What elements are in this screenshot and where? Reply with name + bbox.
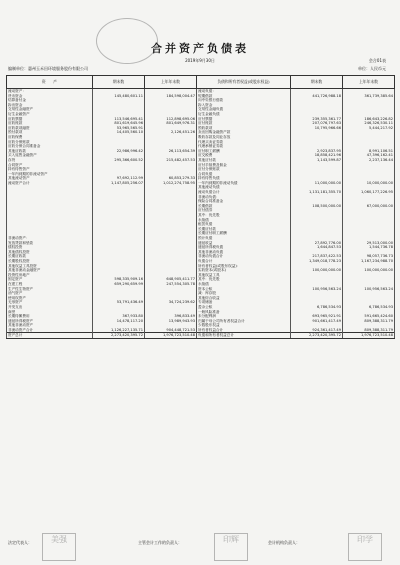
liability-name: 其中：优先股 — [197, 277, 291, 282]
total-asset-period-end: 2,273,420,395.72 — [93, 333, 145, 339]
asset-name: 应收款项融资 — [7, 126, 93, 131]
total-liability-period-end: 2,273,420,395.72 — [291, 333, 343, 339]
liability-name: 递延所得税负债 — [197, 245, 291, 250]
liability-name: 合同负债 — [197, 172, 291, 177]
liability-period-end: 207,076,797.63 — [291, 121, 343, 126]
asset-name: 发放贷款和垫款 — [7, 241, 93, 246]
asset-name: 应收分保合同准备金 — [7, 144, 93, 149]
asset-name: 无形资产 — [7, 300, 93, 305]
liability-name: 专项储备 — [197, 300, 291, 305]
liability-name: 长期借款 — [197, 204, 291, 209]
liability-period-end: 693,965,921.91 — [291, 314, 343, 319]
liability-name: 其他权益工具 — [197, 273, 291, 278]
asset-period-end: 22,986,996.42 — [93, 149, 145, 154]
asset-name: 结算备付金 — [7, 98, 93, 103]
liability-name: 应付职工薪酬 — [197, 149, 291, 154]
asset-prior-year: 112,898,695.06 — [145, 117, 197, 122]
liability-prior-year: 8,991,106.51 — [343, 149, 395, 154]
signature-seal-3: 印学 — [348, 533, 382, 561]
liability-period-end: 1,644,847.53 — [291, 245, 343, 250]
asset-name: 流动资产合计 — [7, 181, 93, 186]
balance-sheet-table — [6, 75, 395, 339]
liability-name: 少数股东权益 — [197, 323, 291, 328]
liability-name: 应付票据 — [197, 117, 291, 122]
liability-name: 所有者权益(或股东权益)： — [197, 264, 291, 269]
liability-period-end: 100,956,563.24 — [291, 287, 343, 292]
total-asset-name: 资产总计 — [7, 333, 93, 339]
asset-name: 其他非流动金融资产 — [7, 268, 93, 273]
liability-period-end: 924,361,417.49 — [291, 328, 343, 333]
liability-name: 应付账款 — [197, 121, 291, 126]
liability-name: 永续债 — [197, 282, 291, 287]
liability-prior-year: 100,000,000.00 — [343, 268, 395, 273]
liability-period-end: 1,143,599.87 — [291, 158, 343, 163]
asset-name: 货币资金 — [7, 94, 93, 99]
asset-name: 长期股权投资 — [7, 259, 93, 264]
liability-prior-year: 1,060,177,226.95 — [343, 190, 395, 195]
asset-name: 投资性房地产 — [7, 273, 93, 278]
asset-name: 预付款项 — [7, 130, 93, 135]
liability-prior-year: 29,513,000.00 — [343, 241, 395, 246]
liability-name: 永续债 — [197, 218, 291, 223]
asset-prior-year: 215,482,457.53 — [145, 158, 197, 163]
liability-prior-year: 361,739,385.64 — [343, 94, 395, 99]
asset-period-end: 659,290,659.99 — [93, 282, 145, 287]
company-name: 编制单位：惠州玉禾田环境服务股份有限公司 — [8, 66, 88, 71]
asset-period-end: 97,692,112.99 — [93, 176, 145, 181]
liability-name: 盈余公积 — [197, 305, 291, 310]
asset-prior-year: 904,448,721.53 — [145, 328, 197, 333]
header-liabilities: 负债和所有者权益(或股东权益) — [197, 76, 291, 89]
liability-name: 递延收益 — [197, 241, 291, 246]
liability-name: 拆入资金 — [197, 103, 291, 108]
liability-prior-year: 1,544,736.78 — [343, 245, 395, 250]
liability-name: 代理买卖证券款 — [197, 140, 291, 145]
asset-name: 交易性金融资产 — [7, 107, 93, 112]
asset-name: 拆出资金 — [7, 103, 93, 108]
asset-name: 长期应收款 — [7, 254, 93, 259]
asset-name: 递延所得税资产 — [7, 319, 93, 324]
asset-name: 买入返售金融资产 — [7, 153, 93, 158]
liability-name: 一般风险准备 — [197, 310, 291, 315]
asset-name: 油气资产 — [7, 291, 93, 296]
asset-name: 固定资产 — [7, 277, 93, 282]
liability-name: 未分配利润 — [197, 314, 291, 319]
report-date: 2019年9月30日 — [185, 58, 215, 63]
liability-period-end: 10,795,966.66 — [291, 126, 343, 131]
asset-name: 其他权益工具投资 — [7, 264, 93, 269]
liability-name: 一年内到期的非流动负债 — [197, 181, 291, 186]
asset-name: 在建工程 — [7, 282, 93, 287]
liability-name: 预收款项 — [197, 126, 291, 131]
asset-name: 一年内到期的非流动资产 — [7, 172, 93, 177]
liability-name: 应付分保账款 — [197, 167, 291, 172]
liability-prior-year: 6,786,534.93 — [343, 305, 395, 310]
liability-name: 其他非流动负债 — [197, 250, 291, 255]
liability-name: 长期应付款 — [197, 227, 291, 232]
liability-name: 实收资本(或股本) — [197, 268, 291, 273]
liability-name: 短期借款 — [197, 94, 291, 99]
liability-prior-year: 246,326,530.11 — [343, 121, 395, 126]
liability-name: 持有待售负债 — [197, 176, 291, 181]
total-liability-name: 负债和所有者权益总计 — [197, 333, 291, 339]
liability-period-end: 239,355,361.77 — [291, 117, 343, 122]
asset-name: 应收保费 — [7, 135, 93, 140]
asset-name: 非流动资产： — [7, 236, 93, 241]
legal-representative-label: 法定代表人： — [8, 540, 32, 545]
asset-name: 债权投资 — [7, 245, 93, 250]
liability-prior-year: 47,396,162.41 — [343, 153, 395, 158]
asset-prior-year: 60,853,279.33 — [145, 176, 197, 181]
asset-name: 应收账款 — [7, 121, 93, 126]
header-assets-prior-year: 上年年末数 — [145, 76, 197, 89]
asset-prior-year: 801,649,976.31 — [145, 121, 197, 126]
header-liabilities-period-end: 期末数 — [291, 76, 343, 89]
asset-name: 应收分保账款 — [7, 140, 93, 145]
liability-name: 其他综合收益 — [197, 296, 291, 301]
asset-period-end: 113,546,695.41 — [93, 117, 145, 122]
liability-name: 负债合计 — [197, 259, 291, 264]
liability-name: 预计负债 — [197, 236, 291, 241]
total-asset-prior-year: 1,976,723,510.48 — [145, 333, 197, 339]
asset-name: 开发支出 — [7, 305, 93, 310]
asset-name: 使用权资产 — [7, 296, 93, 301]
liability-prior-year: 100,956,563.24 — [343, 287, 395, 292]
header-assets: 资 产 — [7, 76, 93, 89]
asset-prior-year: 13,989,943.93 — [145, 319, 197, 324]
liability-name: 归属于母公司所有者权益合计 — [197, 319, 291, 324]
liability-name: 其他流动负债 — [197, 185, 291, 190]
asset-period-end: 14,405,560.10 — [93, 130, 145, 135]
liability-period-end: 108,500,000.00 — [291, 204, 343, 209]
liability-name: 应付债券 — [197, 208, 291, 213]
asset-period-end: 598,335,909.16 — [93, 277, 145, 282]
liability-name: 所有者权益合计 — [197, 328, 291, 333]
liability-prior-year: 98,057,736.73 — [343, 254, 395, 259]
asset-name: 流动资产： — [7, 89, 93, 94]
header-liabilities-prior-year: 上年年末数 — [343, 76, 395, 89]
liability-period-end: 18,858,421.96 — [291, 153, 343, 158]
liability-period-end: 441,726,988.18 — [291, 94, 343, 99]
asset-period-end: 53,965,565.91 — [93, 126, 145, 131]
liability-name: 其他应付款 — [197, 158, 291, 163]
liability-name: 应付手续费及佣金 — [197, 163, 291, 168]
asset-prior-year: 2,126,451.26 — [145, 130, 197, 135]
liability-period-end: 11,000,000.00 — [291, 181, 343, 186]
asset-period-end: 145,480,601.11 — [93, 94, 145, 99]
asset-period-end: 1,147,805,256.07 — [93, 181, 145, 186]
asset-period-end: 295,366,600.52 — [93, 158, 145, 163]
asset-name: 合同资产 — [7, 163, 93, 168]
liability-name: 流动负债： — [197, 89, 291, 94]
liability-name: 代理承销证券款 — [197, 144, 291, 149]
liability-name: 交易性金融负债 — [197, 107, 291, 112]
total-liability-prior-year: 1,976,723,510.48 — [343, 333, 395, 339]
asset-name: 持有待售资产 — [7, 167, 93, 172]
liability-prior-year: 5,444,217.92 — [343, 126, 395, 131]
asset-prior-year: 184,598,004.47 — [145, 94, 197, 99]
asset-prior-year: 396,833.49 — [145, 314, 197, 319]
asset-name: 衍生金融资产 — [7, 112, 93, 117]
liability-prior-year: 809,388,311.79 — [343, 319, 395, 324]
asset-prior-year: 26,113,654.39 — [145, 149, 197, 154]
header-assets-period-end: 期末数 — [93, 76, 145, 89]
liability-period-end: 100,000,000.00 — [291, 268, 343, 273]
liability-prior-year: 186,643,226.82 — [343, 117, 395, 122]
liability-prior-year: 1,167,234,988.70 — [343, 259, 395, 264]
asset-prior-year: 648,905,411.77 — [145, 277, 197, 282]
asset-name: 其他债权投资 — [7, 250, 93, 255]
asset-name: 应收票据 — [7, 117, 93, 122]
total-row — [7, 333, 395, 339]
asset-name: 长期待摊费用 — [7, 314, 93, 319]
liability-prior-year: 809,388,311.79 — [343, 328, 395, 333]
liability-period-end: 217,837,422.53 — [291, 254, 343, 259]
liability-name: 长期应付职工薪酬 — [197, 231, 291, 236]
asset-name: 存货 — [7, 158, 93, 163]
table-header-row — [7, 76, 395, 89]
asset-period-end: 53,791,436.49 — [93, 300, 145, 305]
liability-prior-year: 591,665,424.60 — [343, 314, 395, 319]
currency-unit: 单位：人民币元 — [358, 66, 386, 71]
asset-prior-year: 34,724,239.62 — [145, 300, 197, 305]
accounting-head-label: 会计机构负责人： — [268, 540, 300, 545]
form-number: 会合01表 — [368, 58, 386, 63]
liability-prior-year: 67,000,000.00 — [343, 204, 395, 209]
asset-period-end: 1,126,227,135.71 — [93, 328, 145, 333]
asset-prior-year: 1,012,274,758.95 — [145, 181, 197, 186]
asset-name: 其他应收款 — [7, 149, 93, 154]
liability-name: 保险合同准备金 — [197, 199, 291, 204]
asset-name: 其他非流动资产 — [7, 323, 93, 328]
asset-period-end: 367,933.80 — [93, 314, 145, 319]
liability-prior-year: 10,000,000.00 — [343, 181, 395, 186]
liability-name: 非流动负债合计 — [197, 254, 291, 259]
liability-name: 应交税费 — [197, 153, 291, 158]
asset-name: 商誉 — [7, 310, 93, 315]
asset-period-end: 14,478,117.20 — [93, 319, 145, 324]
asset-prior-year: 247,554,305.78 — [145, 282, 197, 287]
liability-name: 减：库存股 — [197, 291, 291, 296]
chief-accountant-label: 主管会计工作的负责人： — [138, 540, 182, 545]
liability-period-end: 1,131,181,355.70 — [291, 190, 343, 195]
liability-period-end: 6,786,534.93 — [291, 305, 343, 310]
liability-name: 资本公积 — [197, 287, 291, 292]
asset-name: 非流动资产合计 — [7, 328, 93, 333]
liability-period-end: 901,661,417.49 — [291, 319, 343, 324]
asset-period-end: 801,619,645.96 — [93, 121, 145, 126]
signature-seal-2: 印辉 — [214, 533, 248, 561]
liability-name: 向中央银行借款 — [197, 98, 291, 103]
liability-name: 其中：优先股 — [197, 213, 291, 218]
liability-name: 吸收存款及同业存放 — [197, 135, 291, 140]
signature-seal-1: 美强 — [42, 533, 76, 561]
liability-name: 卖出回购金融资产款 — [197, 130, 291, 135]
asset-name: 生产性生物资产 — [7, 287, 93, 292]
asset-name: 其他流动资产 — [7, 176, 93, 181]
liability-period-end: 27,892,776.00 — [291, 241, 343, 246]
page-title: 合并资产负债表 — [151, 42, 249, 55]
liability-period-end: 2,923,837.95 — [291, 149, 343, 154]
liability-name: 流动负债合计 — [197, 190, 291, 195]
liability-name: 租赁负债 — [197, 222, 291, 227]
liability-prior-year: 2,237,136.44 — [343, 158, 395, 163]
liability-name: 非流动负债： — [197, 195, 291, 200]
liability-period-end: 1,349,018,778.23 — [291, 259, 343, 264]
liability-name: 衍生金融负债 — [197, 112, 291, 117]
